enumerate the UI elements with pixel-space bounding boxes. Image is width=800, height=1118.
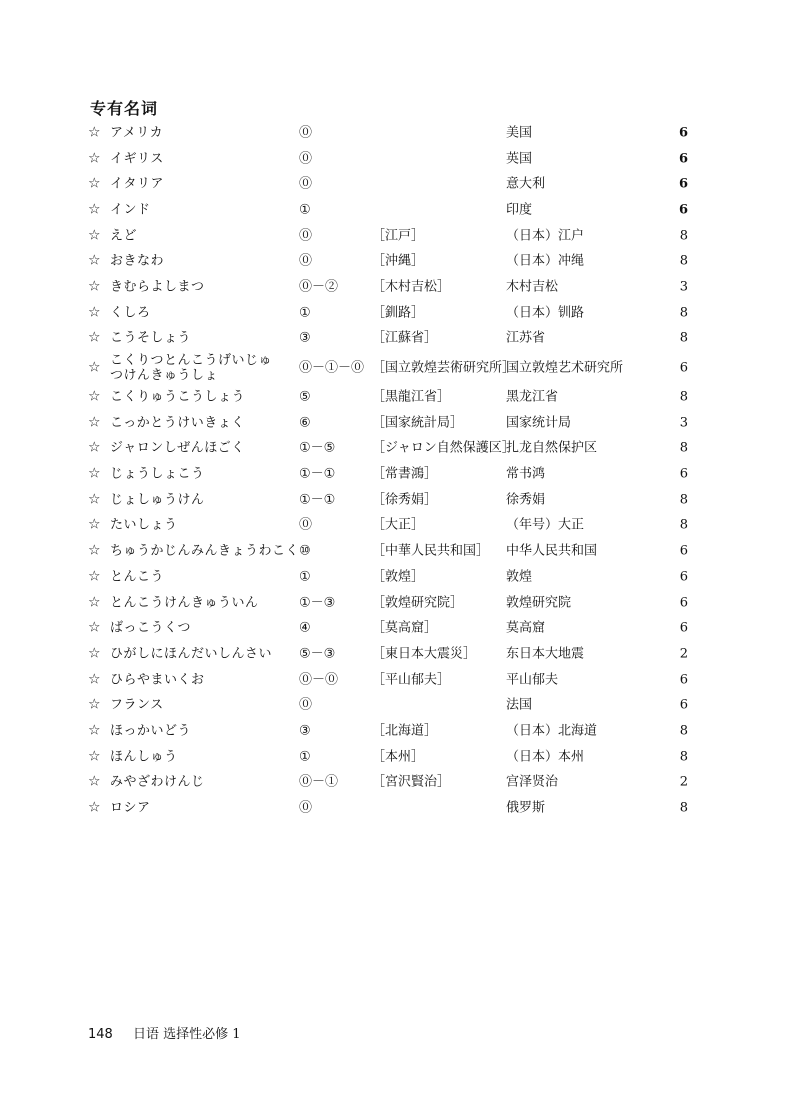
vocab-reading: きむらよしまつ: [110, 279, 205, 295]
vocab-lesson: 8: [679, 440, 688, 456]
vocab-lesson: 8: [679, 723, 688, 739]
vocab-meaning: 意大利: [506, 176, 546, 192]
star-icon: ☆: [88, 201, 101, 218]
vocab-lesson: 6: [679, 543, 688, 559]
vocab-reading-line: こくりつとんこうげいじゅ: [110, 352, 273, 368]
star-icon: ☆: [88, 227, 101, 244]
vocab-accent: ①－①: [299, 492, 336, 508]
vocab-meaning: 俄罗斯: [506, 800, 546, 816]
vocab-lesson: 8: [679, 492, 688, 508]
vocab-accent: ①－①: [299, 466, 336, 482]
vocab-kanji: ［北海道］: [372, 723, 438, 739]
vocab-accent: ①: [299, 749, 311, 765]
section-title: 专有名词: [90, 99, 159, 118]
vocab-reading: インド: [110, 202, 151, 218]
star-icon: ☆: [88, 465, 101, 482]
vocab-reading: ロシア: [110, 800, 151, 816]
vocab-meaning: （年号）大正: [506, 517, 585, 533]
vocab-accent: ④: [299, 620, 311, 636]
vocab-list: [88, 120, 698, 821]
vocab-kanji: ［黒龍江省］: [372, 389, 451, 405]
star-icon: ☆: [88, 278, 101, 295]
vocab-row: [88, 718, 698, 744]
star-icon: ☆: [88, 773, 101, 790]
vocab-kanji: ［徐秀娟］: [372, 492, 438, 508]
vocab-meaning: 英国: [506, 151, 533, 167]
vocab-row: [88, 513, 698, 539]
vocab-meaning: 江苏省: [506, 330, 546, 346]
vocab-kanji: ［釧路］: [372, 305, 425, 321]
vocab-accent: ⑥: [299, 415, 311, 431]
star-icon: ☆: [88, 516, 101, 533]
star-icon: ☆: [88, 150, 101, 167]
vocab-lesson: 8: [679, 389, 688, 405]
vocab-meaning: 国家统计局: [506, 415, 572, 431]
vocab-reading: とんこうけんきゅういん: [110, 595, 259, 611]
star-icon: ☆: [88, 491, 101, 508]
star-icon: ☆: [88, 722, 101, 739]
vocab-lesson: 8: [679, 517, 688, 533]
vocab-accent: ⓪: [299, 151, 313, 167]
star-icon: ☆: [88, 799, 101, 816]
vocab-reading: じょしゅうけん: [110, 492, 205, 508]
vocab-row: [88, 223, 698, 249]
vocab-meaning: （日本）本州: [506, 749, 585, 765]
book-title: 日语 选择性必修 1: [132, 1027, 241, 1042]
vocab-kanji: ［敦煌］: [372, 569, 425, 585]
vocab-reading: イタリア: [110, 176, 165, 192]
vocab-accent: ③: [299, 330, 311, 346]
vocab-meaning: 黑龙江省: [506, 389, 559, 405]
star-icon: ☆: [88, 304, 101, 321]
vocab-row: [88, 461, 698, 487]
vocab-accent: ①－③: [299, 595, 336, 611]
vocab-kanji: ［敦煌研究院］: [372, 595, 464, 611]
vocab-row: [88, 300, 698, 326]
vocab-row: [88, 538, 698, 564]
vocab-accent: ①: [299, 202, 311, 218]
vocab-meaning: 敦煌研究院: [506, 595, 572, 611]
vocab-meaning: 莫高窟: [506, 620, 546, 636]
star-icon: ☆: [88, 645, 101, 662]
vocab-row: [88, 120, 698, 146]
vocab-lesson: 8: [679, 228, 688, 244]
vocab-accent: ⑤: [299, 389, 311, 405]
vocab-meaning: 扎龙自然保护区: [506, 440, 598, 456]
vocab-lesson: 3: [679, 415, 688, 431]
star-icon: ☆: [88, 359, 101, 376]
vocab-meaning: 常书鸿: [506, 466, 546, 482]
vocab-lesson: 6: [679, 360, 688, 376]
vocab-lesson: 2: [679, 646, 688, 662]
vocab-reading: じょうしょこう: [110, 466, 205, 482]
vocab-lesson: 6: [679, 620, 688, 636]
vocab-reading: イギリス: [110, 151, 164, 167]
vocab-lesson: 6: [679, 466, 688, 482]
star-icon: ☆: [88, 542, 101, 559]
star-icon: ☆: [88, 329, 101, 346]
vocab-kanji: ［平山郁夫］: [372, 672, 451, 688]
vocab-accent: ③: [299, 723, 311, 739]
vocab-row: [88, 326, 698, 352]
vocab-kanji: ［ジャロン自然保護区］: [372, 440, 515, 456]
vocab-row: [88, 197, 698, 223]
vocab-accent: ⑤－③: [299, 646, 336, 662]
vocab-lesson: 6: [679, 672, 688, 688]
vocab-accent: ⓪－①: [299, 774, 339, 790]
vocab-reading: ばっこうくつ: [110, 620, 192, 636]
vocab-row: [88, 615, 698, 641]
vocab-row: [88, 487, 698, 513]
vocab-kanji: ［国立敦煌芸術研究所］: [372, 360, 516, 376]
vocab-lesson: 3: [679, 279, 688, 295]
vocab-meaning: 印度: [506, 202, 533, 218]
vocab-meaning: 敦煌: [506, 569, 533, 585]
star-icon: ☆: [88, 252, 101, 269]
vocab-reading: アメリカ: [110, 125, 164, 141]
star-icon: ☆: [88, 696, 101, 713]
vocab-kanji: ［本州］: [372, 749, 425, 765]
page-footer: [88, 1023, 241, 1042]
vocab-accent: ①－⑤: [299, 440, 336, 456]
vocab-meaning: 徐秀娟: [506, 492, 546, 508]
vocab-row: [88, 248, 698, 274]
vocab-reading: ほっかいどう: [110, 723, 192, 739]
vocab-kanji: ［江蘇省］: [372, 330, 438, 346]
vocab-meaning: 国立敦煌艺术研究所: [506, 360, 624, 376]
vocab-row: [88, 384, 698, 410]
vocab-reading: たいしょう: [110, 517, 178, 533]
star-icon: ☆: [88, 175, 101, 192]
vocab-accent: ⓪: [299, 125, 313, 141]
vocab-meaning: （日本）北海道: [506, 723, 598, 739]
vocab-reading: ひらやまいくお: [110, 672, 205, 688]
vocab-row: [88, 146, 698, 172]
vocab-kanji: ［東日本大震災］: [372, 646, 477, 662]
vocab-reading: ほんしゅう: [110, 749, 178, 765]
vocab-reading: [110, 353, 272, 383]
vocab-reading: おきなわ: [110, 253, 165, 269]
vocab-row: [88, 667, 698, 693]
vocab-lesson: 6: [679, 595, 688, 611]
vocab-row: [88, 795, 698, 821]
vocab-accent: ①: [299, 569, 311, 585]
vocab-meaning: 宫泽贤治: [506, 774, 559, 790]
vocab-lesson: 6: [678, 125, 688, 141]
vocab-reading-line: つけんきゅうしょ: [110, 367, 219, 383]
vocab-kanji: ［沖縄］: [372, 253, 425, 269]
star-icon: ☆: [88, 439, 101, 456]
vocab-lesson: 8: [679, 330, 688, 346]
vocab-kanji: ［江戸］: [372, 228, 425, 244]
vocab-accent: ⑩: [299, 543, 311, 559]
vocab-reading: えど: [110, 228, 138, 244]
vocab-lesson: 8: [679, 800, 688, 816]
vocab-accent: ⓪: [299, 800, 313, 816]
vocab-meaning: 中华人民共和国: [506, 543, 598, 559]
vocab-lesson: 6: [678, 202, 688, 218]
vocab-accent: ⓪: [299, 697, 313, 713]
vocab-row: [88, 692, 698, 718]
vocab-lesson: 2: [679, 774, 688, 790]
vocab-meaning: （日本）钏路: [506, 305, 585, 321]
vocab-kanji: ［大正］: [372, 517, 425, 533]
vocab-accent: ⓪－②: [299, 279, 339, 295]
vocab-accent: ⓪: [299, 517, 313, 533]
vocab-reading: くしろ: [110, 305, 151, 321]
vocab-reading: フランス: [110, 697, 164, 713]
vocab-row: [88, 641, 698, 667]
vocab-row: [88, 744, 698, 770]
vocab-reading: こっかとうけいきょく: [110, 415, 245, 431]
star-icon: ☆: [88, 388, 101, 405]
vocab-reading: みやざわけんじ: [110, 774, 205, 790]
vocab-kanji: ［莫高窟］: [372, 620, 438, 636]
page-number: 148: [88, 1027, 113, 1042]
star-icon: ☆: [88, 619, 101, 636]
vocab-accent: ⓪－⓪: [299, 672, 339, 688]
vocab-accent: ⓪: [299, 176, 313, 192]
vocab-row: [88, 564, 698, 590]
vocab-meaning: 东日本大地震: [506, 646, 585, 662]
vocab-accent: ⓪: [299, 253, 313, 269]
vocab-kanji: ［中華人民共和国］: [372, 543, 490, 559]
star-icon: ☆: [88, 671, 101, 688]
vocab-lesson: 8: [679, 305, 688, 321]
vocab-reading: ひがしにほんだいしんさい: [110, 646, 273, 662]
vocab-kanji: ［常書鴻］: [372, 466, 438, 482]
vocab-meaning: 木村吉松: [506, 279, 559, 295]
vocab-row: [88, 770, 698, 796]
vocab-row: [88, 436, 698, 462]
vocab-row: [88, 410, 698, 436]
vocab-meaning: （日本）江户: [506, 228, 585, 244]
vocab-kanji: ［宮沢賢治］: [372, 774, 451, 790]
vocab-kanji: ［木村吉松］: [372, 279, 451, 295]
vocab-reading: こうそしょう: [110, 330, 192, 346]
vocab-reading: とんこう: [110, 569, 165, 585]
vocab-row: [88, 351, 698, 384]
vocab-accent: ⓪: [299, 228, 313, 244]
vocab-lesson: 6: [678, 176, 688, 192]
vocab-reading: こくりゅうこうしょう: [110, 389, 246, 405]
vocab-kanji: ［国家統計局］: [372, 415, 464, 431]
star-icon: ☆: [88, 594, 101, 611]
vocab-row: [88, 274, 698, 300]
vocab-lesson: 8: [679, 749, 688, 765]
vocab-meaning: （日本）冲绳: [506, 253, 585, 269]
vocab-row: [88, 590, 698, 616]
vocab-lesson: 8: [679, 253, 688, 269]
vocab-lesson: 6: [678, 151, 688, 167]
vocab-accent: ①: [299, 305, 311, 321]
star-icon: ☆: [88, 414, 101, 431]
star-icon: ☆: [88, 568, 101, 585]
vocab-accent: ⓪－①－⓪: [299, 360, 365, 376]
star-icon: ☆: [88, 124, 101, 141]
star-icon: ☆: [88, 748, 101, 765]
vocab-row: [88, 171, 698, 197]
vocab-lesson: 6: [679, 569, 688, 585]
vocab-reading: ジャロンしぜんほごく: [110, 440, 245, 456]
vocab-lesson: 6: [679, 697, 688, 713]
vocab-reading: ちゅうかじんみんきょうわこく: [110, 543, 300, 559]
vocab-meaning: 平山郁夫: [506, 672, 559, 688]
vocab-meaning: 法国: [506, 697, 533, 713]
vocab-meaning: 美国: [506, 125, 533, 141]
